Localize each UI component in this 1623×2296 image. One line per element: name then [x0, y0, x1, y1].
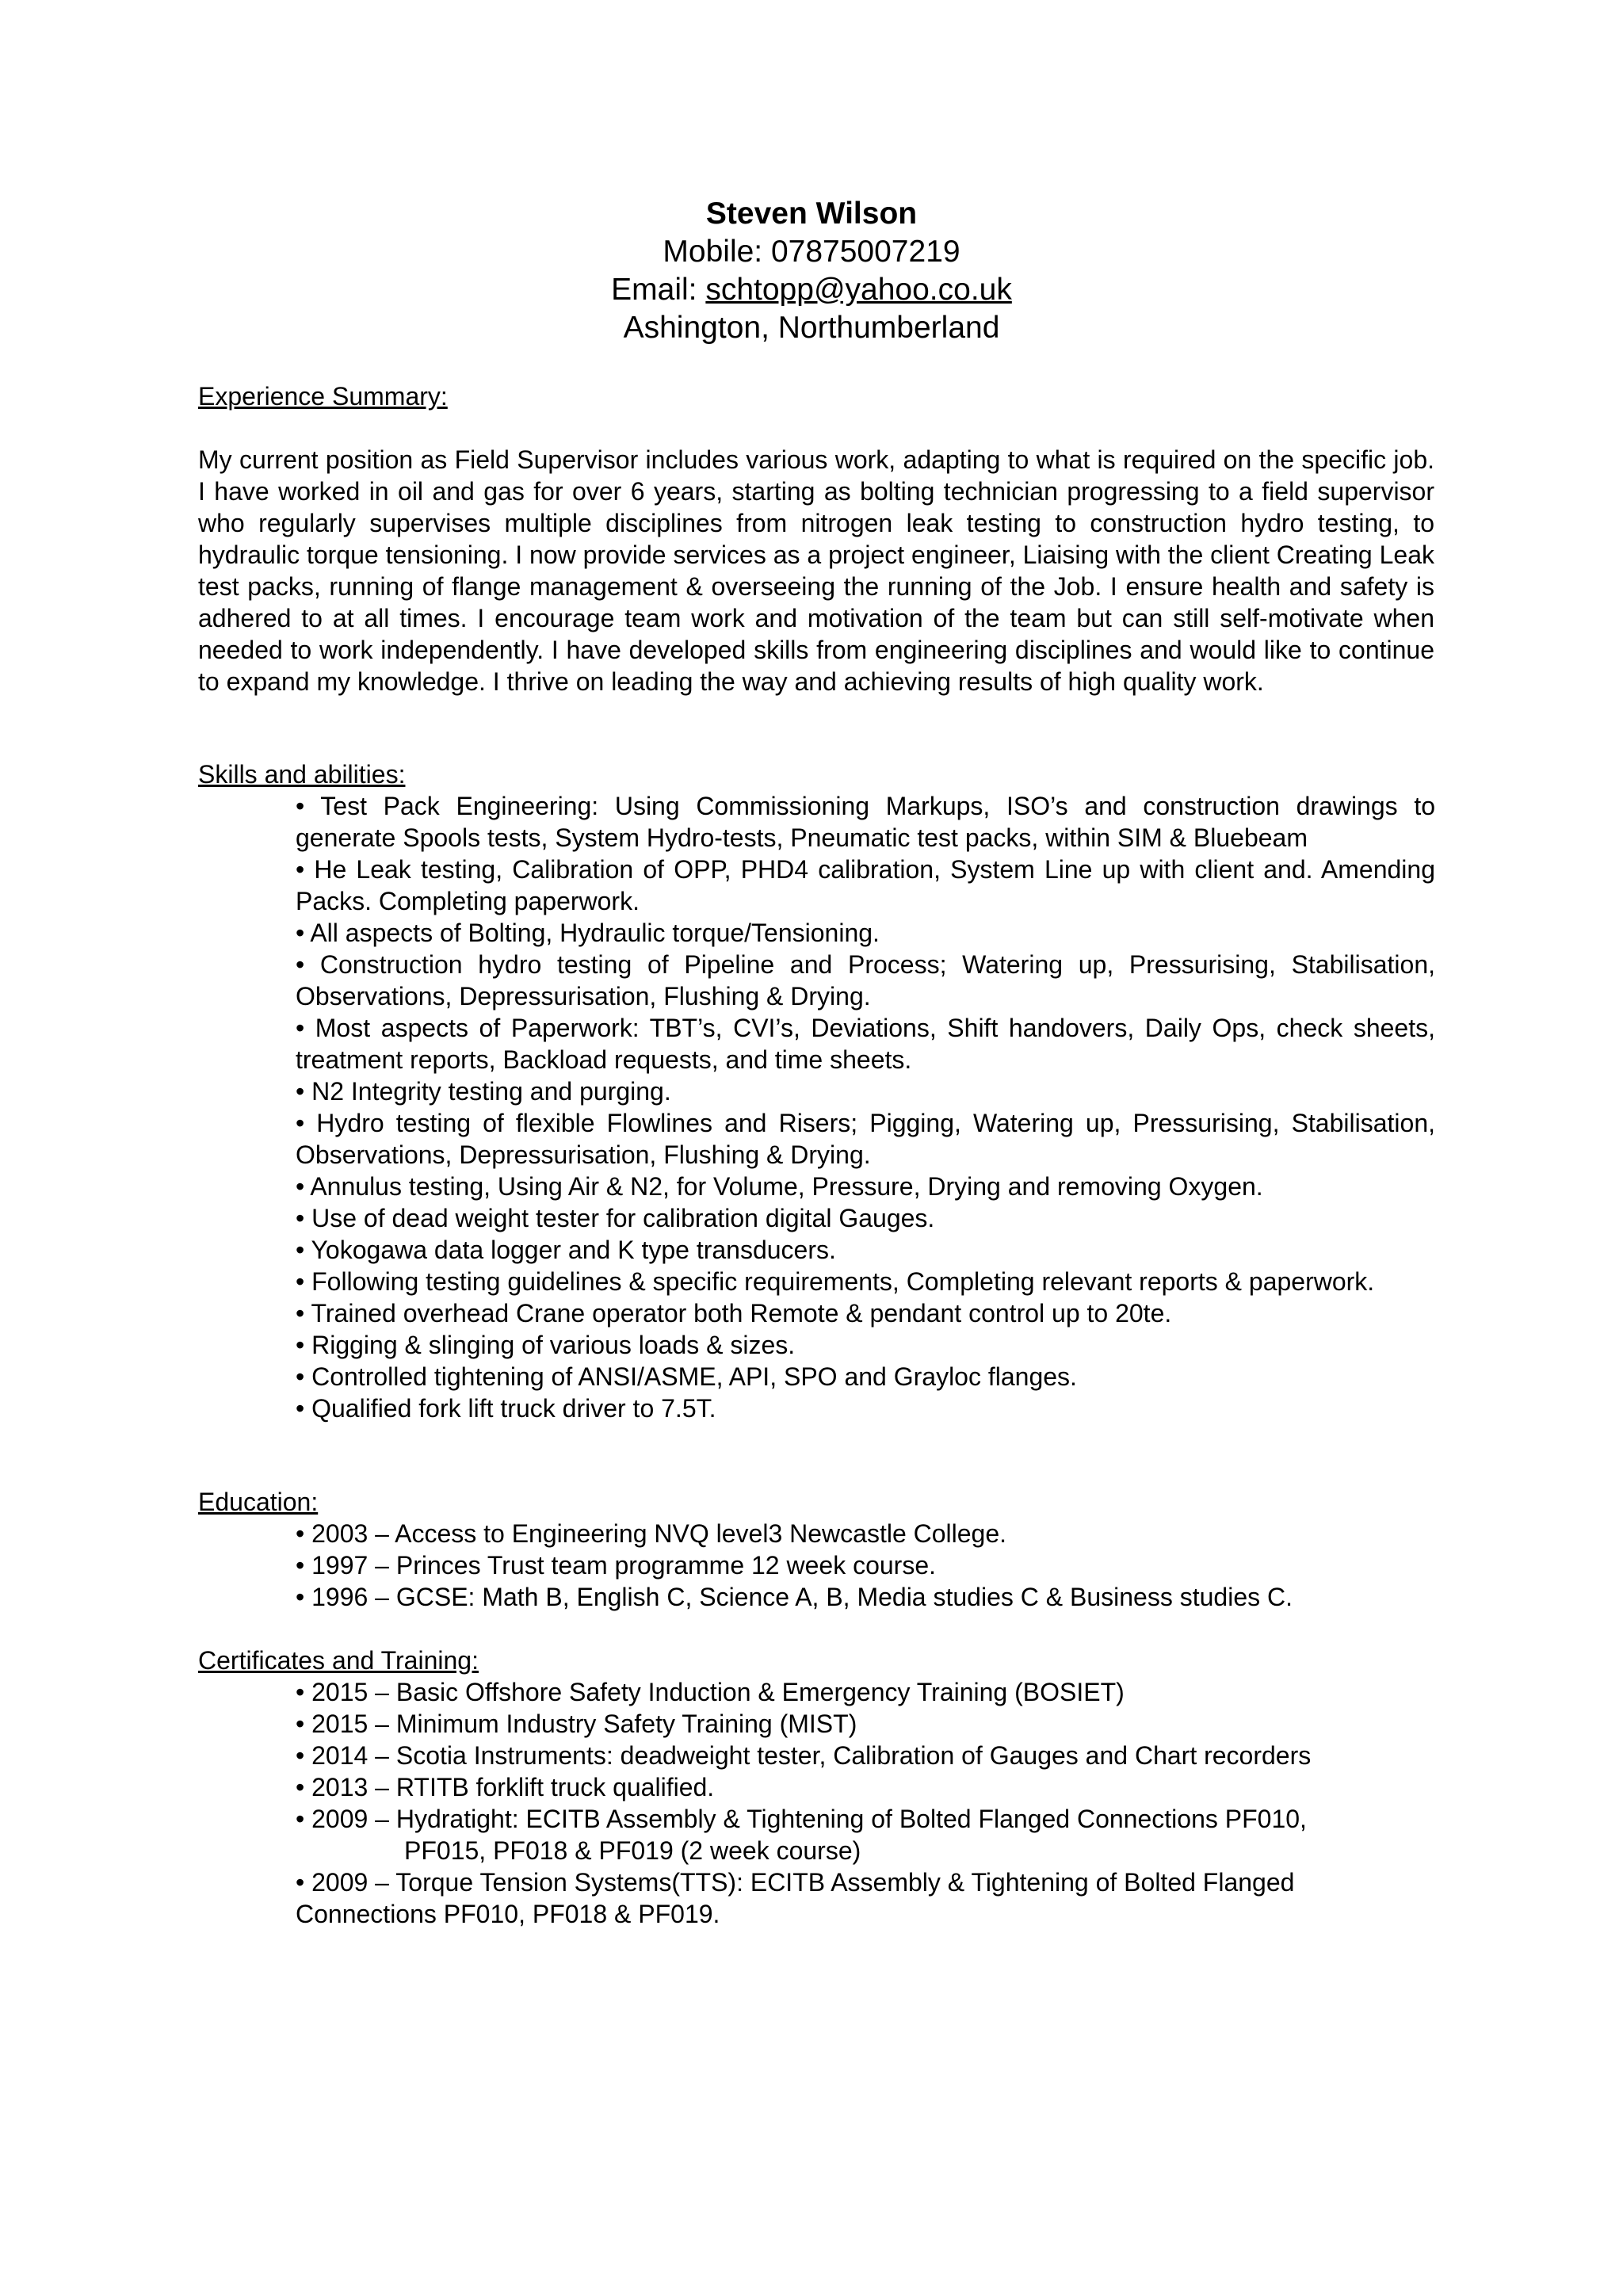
- list-item: • Construction hydro testing of Pipeline and Process; Watering up, Pressurising, Stabilisation, Observations, Depressurisation, Flushing & Drying.: [296, 950, 1435, 1010]
- list-item: • 2015 – Minimum Industry Safety Training (MIST): [296, 1710, 857, 1738]
- list-item: • 2014 – Scotia Instruments: deadweight tester, Calibration of Gauges and Chart recorders: [296, 1741, 1312, 1770]
- location: Ashington, Northumberland: [623, 311, 1000, 345]
- list-item: • Rigging & slinging of various loads & sizes.: [296, 1331, 796, 1359]
- list-item: • Trained overhead Crane operator both Remote & pendant control up to 20te.: [296, 1299, 1172, 1328]
- list-item: • Most aspects of Paperwork: TBT’s, CVI’s, Deviations, Shift handovers, Daily Ops, check sheets, treatment reports, Backload requests, and time sheets.: [296, 1014, 1435, 1074]
- list-item: [296, 1803, 1435, 1866]
- list-item: • Test Pack Engineering: Using Commissioning Markups, ISO’s and construction drawings to generate Spools tests, System Hydro-tests, Pneumatic test packs, within SIM & Bluebeam: [296, 792, 1435, 852]
- email-line: [0, 271, 1623, 309]
- hydratight-line-2: PF015, PF018 & PF019 (2 week course): [404, 1836, 861, 1865]
- list-item: • 2013 – RTITB forklift truck qualified.: [296, 1773, 715, 1801]
- education-heading: Education:: [198, 1488, 319, 1516]
- list-item: • Use of dead weight tester for calibration digital Gauges.: [296, 1204, 935, 1232]
- certificates-heading: Certificates and Training:: [198, 1646, 479, 1675]
- education-list: [296, 1518, 1435, 1613]
- certificates-list: [296, 1676, 1435, 1930]
- list-item: • 1996 – GCSE: Math B, English C, Science A, B, Media studies C & Business studies C.: [296, 1583, 1293, 1611]
- list-item: • 2015 – Basic Offshore Safety Induction & Emergency Training (BOSIET): [296, 1678, 1125, 1706]
- candidate-name: Steven Wilson: [705, 197, 918, 231]
- experience-summary-text: My current position as Field Supervisor includes various work, adapting to what is required on the specific job. I have worked in oil and gas for over 6 years, starting as bolting technician progressing to a field supervisor who regularly supervises multiple disciplines from nitrogen leak testing to construction hydro testing, to hydraulic torque tensioning. I now provide services as a project engineer, Liaising with the client Creating Leak test packs, running of flange management & overseeing the running of the Job. I ensure health and safety is adhered to at all times. I encourage team work and motivation of the team but can still self-motivate when needed to work independently. I have developed skills from engineering disciplines and would like to continue to expand my knowledge. I thrive on leading the way and achieving results of high quality work.: [198, 445, 1434, 696]
- email-link[interactable]: schtopp@yahoo.co.uk: [705, 273, 1012, 307]
- list-item: • All aspects of Bolting, Hydraulic torque/Tensioning.: [296, 919, 880, 947]
- skills-heading: Skills and abilities:: [198, 760, 406, 789]
- list-item: • Hydro testing of flexible Flowlines and Risers; Pigging, Watering up, Pressurising, Stabilisation, Observations, Depressurisation, Flushing & Drying.: [296, 1109, 1435, 1169]
- list-item: • N2 Integrity testing and purging.: [296, 1077, 671, 1106]
- list-item: • Following testing guidelines & specific requirements, Completing relevant reports & paperwork.: [296, 1267, 1375, 1296]
- list-item: • Qualified fork lift truck driver to 7.5T.: [296, 1394, 716, 1423]
- mobile-number: Mobile: 07875007219: [663, 235, 960, 269]
- email-label: Email:: [611, 273, 706, 307]
- hydratight-line-1: • 2009 – Hydratight: ECITB Assembly & Tightening of Bolted Flanged Connections PF010,: [296, 1805, 1307, 1833]
- list-item: • Annulus testing, Using Air & N2, for Volume, Pressure, Drying and removing Oxygen.: [296, 1172, 1263, 1201]
- contact-header: [0, 195, 1623, 347]
- experience-heading: Experience Summary:: [198, 382, 448, 411]
- list-item: • He Leak testing, Calibration of OPP, PHD4 calibration, System Line up with client and. Amending Packs. Completing paperwork.: [296, 855, 1435, 915]
- list-item: • 2003 – Access to Engineering NVQ level3 Newcastle College.: [296, 1519, 1007, 1548]
- list-item: • Controlled tightening of ANSI/ASME, API, SPO and Grayloc flanges.: [296, 1362, 1077, 1391]
- list-item: • 2009 – Torque Tension Systems(TTS): ECITB Assembly & Tightening of Bolted Flanged Connections PF010, PF018 & PF019.: [296, 1868, 1295, 1928]
- skills-list: [296, 790, 1435, 1424]
- list-item: • Yokogawa data logger and K type transducers.: [296, 1236, 836, 1264]
- list-item: • 1997 – Princes Trust team programme 12 week course.: [296, 1551, 937, 1580]
